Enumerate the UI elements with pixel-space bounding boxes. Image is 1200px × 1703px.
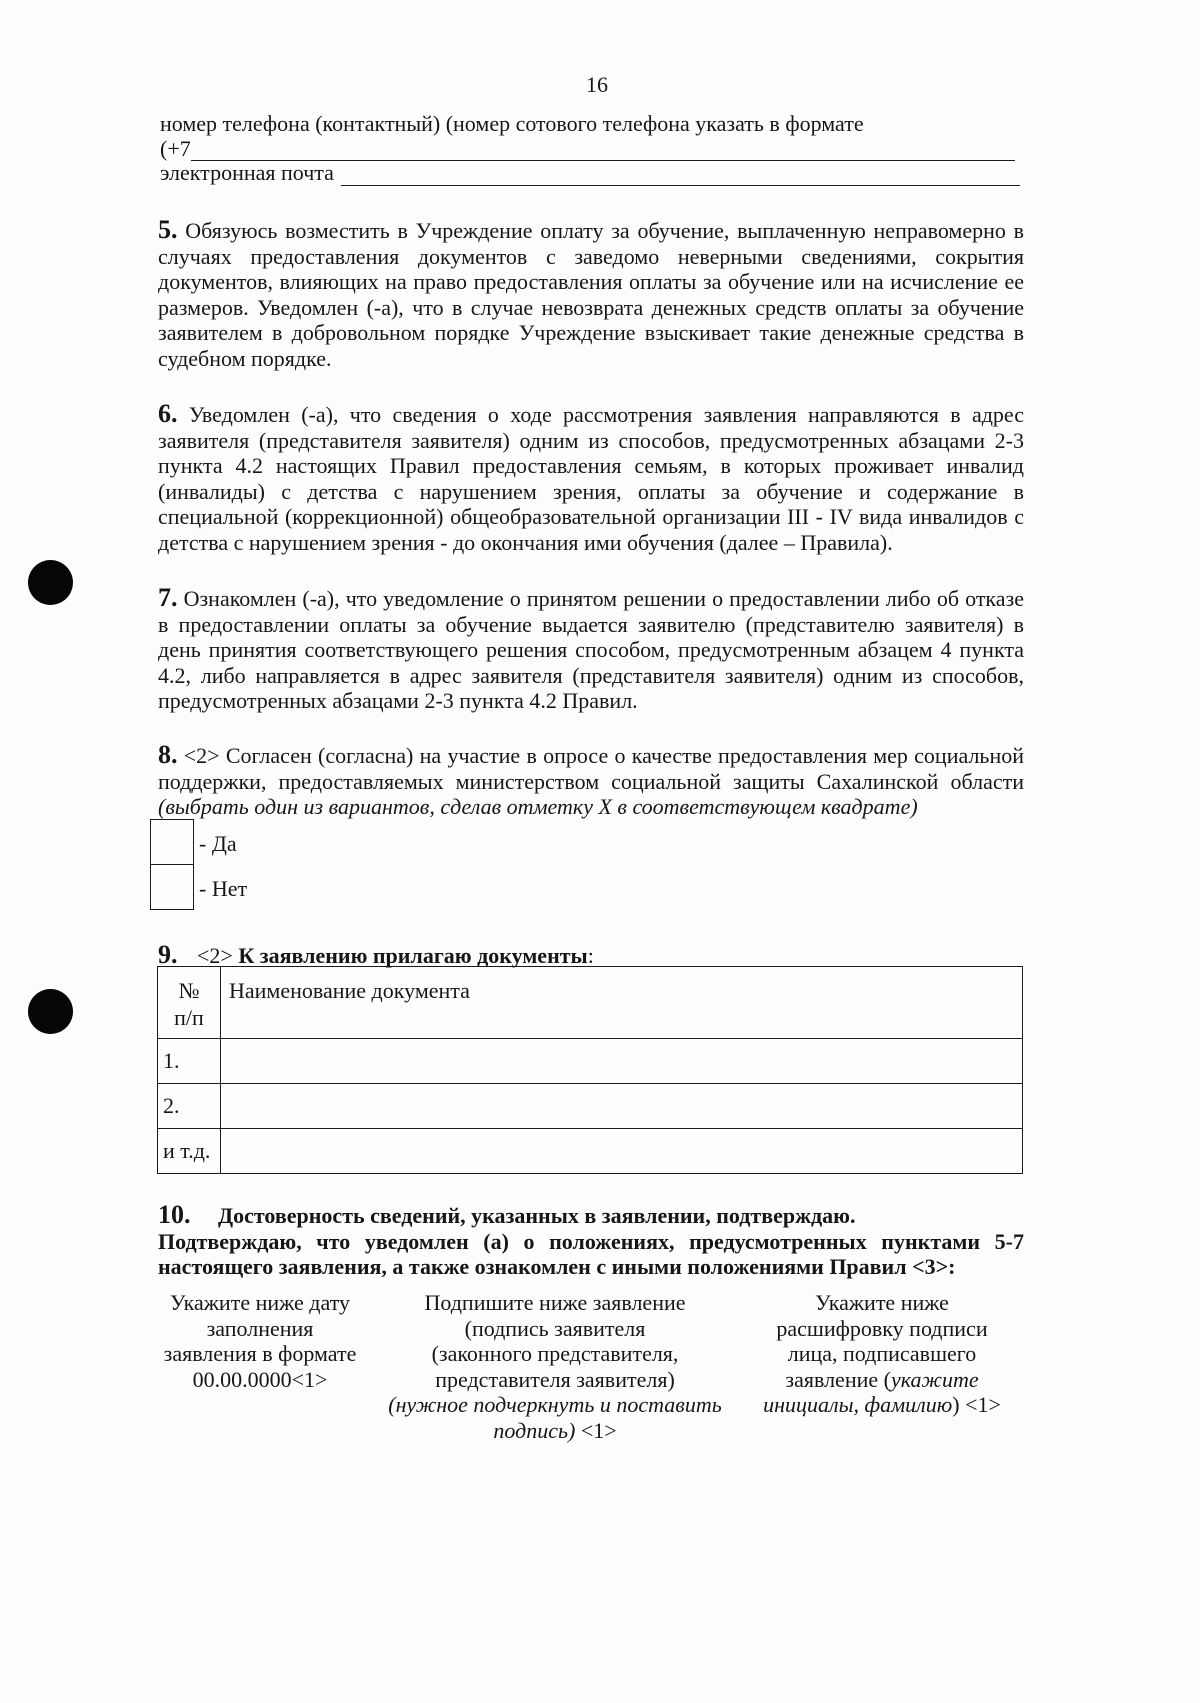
phone-row xyxy=(160,137,1015,162)
row-number-cell xyxy=(158,1084,221,1129)
attachments-title: К заявлению прилагаю документы xyxy=(238,943,588,968)
email-label: электронная почта xyxy=(160,160,334,185)
row-number: 2. xyxy=(163,1093,180,1119)
attachments-title-colon: : xyxy=(587,943,594,968)
instruction-line: 00.00.0000<1> xyxy=(192,1366,328,1392)
footnote-ref: <2> xyxy=(197,943,233,968)
phone-prefix: (+7 xyxy=(160,135,191,161)
date-instruction xyxy=(150,1290,370,1392)
clause-7 xyxy=(158,585,1024,714)
clause-line: случаях предоставления документов с заведомо неверными сведениями, сокрытия xyxy=(158,243,1024,269)
clause-line: в предоставлении оплаты за обучение выдается заявителю (представителю заявителя) в xyxy=(158,611,1024,637)
footnote-ref: <1> xyxy=(965,1392,1001,1417)
clause-line: детства с нарушением зрения - до окончания ими обучения (далее – Правила). xyxy=(158,529,893,555)
clause-line: день принятия соответствующего решения способом, предусмотренным абзацем 4 пункта xyxy=(158,637,1024,663)
table-row xyxy=(158,1039,1023,1084)
instruction-closing: ) xyxy=(952,1392,960,1417)
clause-line: поддержки, предоставляемых министерством социальной защиты Сахалинской области xyxy=(158,768,1024,794)
row-number: и т.д. xyxy=(163,1138,211,1164)
clause-6 xyxy=(158,401,1024,556)
instruction-line: представителя заявителя) xyxy=(435,1366,675,1392)
table-row xyxy=(158,1129,1023,1174)
header-number-sub: п/п xyxy=(174,1005,204,1030)
clause-line: размеров. Уведомлен (-а), что в случае невозврата денежных средств оплаты за обучение xyxy=(158,294,1024,320)
instruction-line: (нужное подчеркнуть и поставить xyxy=(388,1392,722,1417)
instruction-italic: инициалы, фамилию xyxy=(763,1392,953,1417)
option-label-yes: - Да xyxy=(199,831,237,856)
phone-label: номер телефона (контактный) (номер сотового телефона указать в формате xyxy=(160,111,864,136)
signature-instruction xyxy=(375,1290,735,1443)
clause-9 xyxy=(158,942,1024,969)
option-label-no: - Нет xyxy=(199,876,248,901)
footnote-ref: <1> xyxy=(580,1417,617,1443)
instruction-line xyxy=(375,1418,735,1444)
header-document-name: Наименование документа xyxy=(229,978,470,1003)
instruction-line: (подпись заявителя xyxy=(464,1315,646,1341)
instruction-line xyxy=(752,1367,1012,1393)
instruction-line: лица, подписавшего xyxy=(787,1341,977,1366)
instruction-line: Укажите ниже дату xyxy=(169,1290,351,1315)
document-name-cell xyxy=(221,1084,1023,1129)
phone-label-row xyxy=(160,112,1020,137)
instruction-italic: укажите xyxy=(890,1366,979,1392)
punch-hole xyxy=(28,560,73,605)
attached-documents-table xyxy=(157,966,1023,1174)
clause-line: 4.2, либо направляется в адрес заявителя (представителя заявителя) одним из способов, xyxy=(158,662,1024,688)
clause-line: (инвалиды) с детства с нарушением зрения, оплаты за обучение и содержание в xyxy=(158,478,1024,504)
instruction-line: расшифровку подписи xyxy=(776,1315,988,1341)
clause-text: Уведомлен (-а), что сведения о ходе рассмотрения заявления направляются в адрес xyxy=(188,402,1024,427)
document-name-cell xyxy=(221,1039,1023,1084)
clause-line: судебном порядке. xyxy=(158,345,332,371)
instruction-line xyxy=(752,1392,1012,1418)
header-number-text xyxy=(158,967,220,1031)
clause-line: специальной (коррекционной) общеобразовательной организации III - IV вида инвалидов с xyxy=(158,504,1024,530)
clause-number: 7. xyxy=(158,583,178,612)
clause-line: документов, влияющих на право предоставления оплаты за обучение или на исчисление ее xyxy=(158,269,1024,295)
checkbox-no xyxy=(150,864,194,910)
page-number: 16 xyxy=(586,72,608,97)
clause-number: 9. xyxy=(158,940,178,969)
clause-text: Достоверность сведений, указанных в заявлении, подтверждаю. xyxy=(218,1203,856,1228)
clause-line: заявителем в добровольном порядке Учреждение взыскивает такие денежные средства в xyxy=(158,320,1024,346)
row-number-cell xyxy=(158,1039,221,1084)
row-number: 1. xyxy=(163,1048,180,1074)
document-name-cell xyxy=(221,1129,1023,1174)
instruction-line: заявления в формате xyxy=(163,1341,357,1366)
instruction-line: заполнения xyxy=(206,1315,314,1341)
header-number-cell xyxy=(158,967,221,1039)
clause-line: Подтверждаю, что уведомлен (а) о положениях, предусмотренных пунктами 5-7 xyxy=(158,1228,1024,1254)
clause-line xyxy=(158,942,1024,969)
clause-line xyxy=(158,585,1024,612)
table-header-row xyxy=(158,967,1023,1039)
name-instruction xyxy=(752,1290,1012,1418)
survey-instruction: (выбрать один из вариантов, сделав отметку X в соответствующем квадрате) xyxy=(158,794,918,820)
header-number-symbol: № xyxy=(178,978,200,1003)
answer-option-no xyxy=(150,864,270,910)
clause-10 xyxy=(158,1202,1024,1280)
clause-5 xyxy=(158,217,1024,372)
clause-line xyxy=(158,217,1024,244)
clause-text: Ознакомлен (-а), что уведомление о принятом решении о предоставлении либо об отказе xyxy=(183,586,1025,611)
checkbox-yes xyxy=(150,819,194,865)
clause-line: заявителя (представителя заявителя) одним из способов, предусмотренных абзацами 2-3 xyxy=(158,427,1024,453)
clause-line xyxy=(158,1202,1024,1229)
clause-number: 8. xyxy=(158,740,178,769)
instruction-text: заявление ( xyxy=(785,1366,891,1392)
instruction-line: Подпишите ниже заявление xyxy=(424,1290,686,1315)
clause-number: 5. xyxy=(158,215,178,244)
clause-number: 10. xyxy=(158,1200,191,1229)
instruction-italic: подпись) xyxy=(493,1417,576,1443)
clause-8 xyxy=(158,742,1024,820)
clause-number: 6. xyxy=(158,399,178,428)
punch-hole xyxy=(28,989,73,1034)
clause-line: предусмотренных абзацами 2-3 пункта 4.2 Правил. xyxy=(158,688,638,714)
email-row xyxy=(160,161,1020,186)
contact-fields xyxy=(160,112,1020,186)
email-blank-line xyxy=(341,161,1020,186)
instruction-line: (законного представителя, xyxy=(431,1341,679,1366)
row-number-cell xyxy=(158,1129,221,1174)
clause-text: <2> Согласен (согласна) на участие в опросе о качестве предоставления мер социальной xyxy=(183,743,1024,768)
clause-line xyxy=(158,742,1024,769)
phone-blank-line xyxy=(191,137,1015,162)
clause-text: Обязуюсь возместить в Учреждение оплату за обучение, выплаченную неправомерно в xyxy=(185,218,1025,243)
header-document-name-cell xyxy=(221,967,1023,1039)
table-row xyxy=(158,1084,1023,1129)
clause-line xyxy=(158,401,1024,428)
clause-line: пункта 4.2 настоящих Правил предоставления семьям, в которых проживает инвалид xyxy=(158,453,1024,479)
answer-option-yes xyxy=(150,819,270,865)
instruction-line: Укажите ниже xyxy=(815,1290,949,1315)
clause-line: настоящего заявления, а также ознакомлен с иными положениями Правил <3>: xyxy=(158,1254,956,1280)
